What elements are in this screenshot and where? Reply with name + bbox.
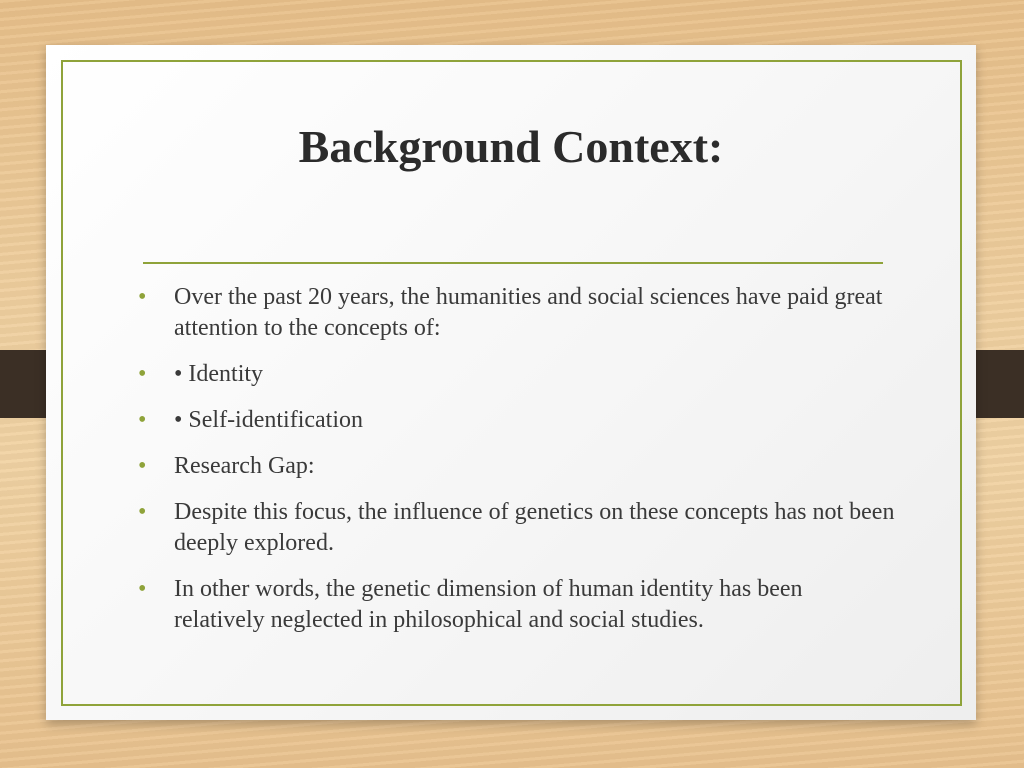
bullet-icon: • (138, 576, 147, 602)
bullet-item (138, 405, 898, 436)
bullet-text: In other words, the genetic dimension of human identity has been relatively neglected in philosophical and social studies. (174, 576, 803, 633)
bullet-icon: • (138, 499, 147, 525)
bullet-item (138, 451, 898, 482)
bullet-item (138, 574, 898, 636)
bullet-item (138, 497, 898, 559)
bullet-icon: • (138, 453, 147, 479)
bullet-list (138, 282, 898, 651)
bullet-item (138, 359, 898, 390)
slide-title: Background Context: (298, 121, 724, 172)
title-divider (143, 262, 883, 264)
bullet-item (138, 282, 898, 344)
bullet-icon: • (138, 284, 147, 310)
bullet-text: Over the past 20 years, the humanities and social sciences have paid great attention to the concepts of: (174, 284, 883, 341)
bullet-text: Despite this focus, the influence of genetics on these concepts has not been deeply explored. (174, 499, 895, 556)
bullet-text: Research Gap: (174, 453, 315, 479)
bullet-icon: • (138, 361, 147, 387)
slide (46, 45, 976, 720)
bullet-text: • Self-identification (174, 407, 364, 433)
bullet-text: • Identity (174, 361, 264, 387)
bullet-icon: • (138, 407, 147, 433)
